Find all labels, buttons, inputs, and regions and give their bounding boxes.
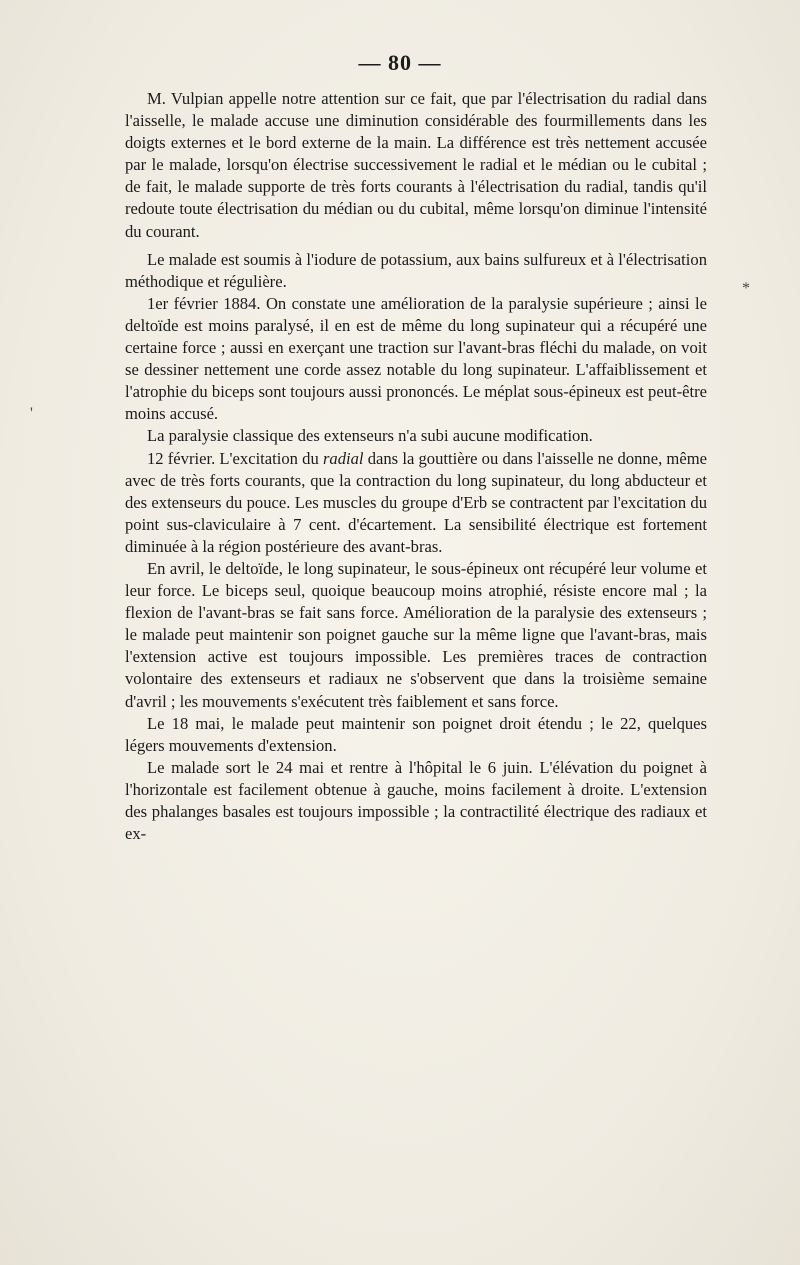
margin-mark: '	[30, 405, 33, 422]
paragraph-text: Le malade est soumis à l'iodure de potassium, aux bains sulfureux et à l'électrisation méthodique et régulière.	[125, 249, 707, 291]
paragraph-text: Le malade sort le 24 mai et rentre à l'hôpital le 6 juin. L'élévation du poignet à l'horizontale est facilement obtenue à gauche, moins facilement à droite. L'extension des phalanges basales est toujours impossible ; la contractilité électrique des radiaux et ex-	[125, 757, 707, 844]
paragraph-text: 12 février. L'excitation du	[147, 448, 323, 468]
paragraph	[125, 757, 707, 845]
paragraph-text: 1er février 1884. On constate une amélioration de la paralysie supérieure ; ainsi le deltoïde est moins paralysé, il en est de même du long supinateur qui a récupéré une certaine force ; aussi en exerçant une traction sur l'avant-bras fléchi du malade, on voit se dessiner nettement une corde assez notable du long supinateur. L'affaiblissement et l'atrophie du biceps sont toujours aussi prononcés. Le méplat sous-épineux est peut-être moins accusé.	[125, 293, 707, 424]
paragraph	[125, 448, 707, 558]
paragraph-text: Le 18 mai, le malade peut maintenir son poignet droit étendu ; le 22, quelques légers mouvements d'extension.	[125, 713, 707, 755]
paragraph	[125, 88, 707, 243]
page-number: — 80 —	[358, 50, 442, 75]
paragraph	[125, 425, 707, 447]
emphasis-text: radial	[322, 448, 364, 468]
paragraph-text: M. Vulpian appelle notre attention sur ce fait, que par l'électrisation du radial dans l'aisselle, le malade accuse une diminution considérable des fourmillements dans les doigts externes et le bord externe de la main. La différence est très nettement accusée par le malade, lorsqu'on électrise successivement le radial et le médian ou le cubital ; de fait, le malade supporte de très forts courants à l'électrisation du radial, tandis qu'il redoute toute électrisation du médian ou du cubital, même lorsqu'on diminue l'intensité du courant.	[125, 89, 707, 241]
body-text	[125, 88, 707, 845]
paragraph	[125, 249, 707, 293]
paragraph-text: En avril, le deltoïde, le long supinateur, le sous-épineux ont récupéré leur volume et leur force. Le biceps seul, quoique beaucoup moins atrophié, résiste encore mal ; la flexion de l'avant-bras se fait sans force. Amélioration de la paralysie des extenseurs ; le malade peut maintenir son poignet gauche sur la même ligne que l'avant-bras, mais l'extension active est toujours impossible. Les premières traces de contraction volontaire des extenseurs et radiaux ne s'observent que dans la troisième semaine d'avril ; les mouvements s'exécutent très faiblement et sans force.	[125, 558, 707, 711]
margin-mark: *	[742, 280, 750, 297]
paragraph	[125, 293, 707, 426]
paragraph-text: dans la gouttière ou dans l'aisselle ne donne, même avec de très forts courants, que la contraction du long supinateur, du long abducteur et des extenseurs du pouce. Les muscles du groupe d'Erb se contractent par l'excitation du point sus-claviculaire à 7 cent. d'écartement. La sensibilité électrique est fortement diminuée à la région postérieure des avant-bras.	[125, 448, 707, 556]
paragraph	[125, 558, 707, 713]
paragraph	[125, 713, 707, 757]
paragraph-text: La paralysie classique des extenseurs n'a subi aucune modification.	[147, 426, 593, 446]
